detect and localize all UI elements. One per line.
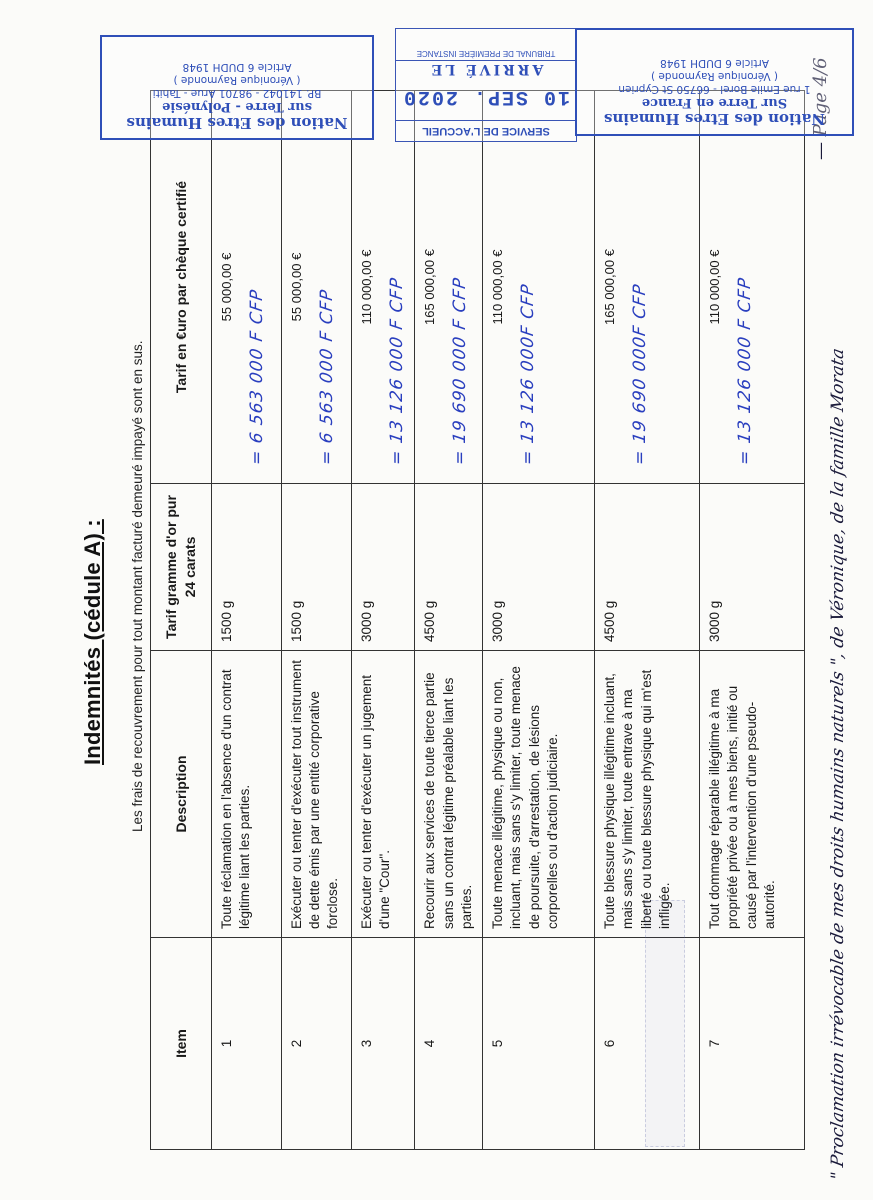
row-gold: 4500 g: [415, 484, 483, 651]
table-row: [352, 91, 415, 1150]
row-cfp-handwritten: = 13 126 000 F CFP: [386, 276, 407, 467]
stamp-tribunal: TRIBUNAL DE PREMIÈRE INSTANCE: [396, 49, 576, 61]
row-tarif: [352, 91, 415, 484]
row-description: Exécuter ou tenter d'exécuter tout instrument de dette émis par une entité corporative forclose.: [282, 651, 352, 938]
row-gold: 3000 g: [352, 484, 415, 651]
row-cfp-handwritten: = 19 690 000 F CFP: [450, 276, 471, 467]
row-description: Toute blessure physique illégitime incluant, mais sans s'y limiter, toute entrave à ma liberté ou toute blessure physique qui m'est infligée.: [595, 651, 700, 938]
row-euro: 55 000,00 €: [289, 252, 304, 322]
stamp-title: Nation des Etres Humains: [603, 110, 826, 128]
row-euro: 110 000,00 €: [490, 249, 506, 325]
stamp-service: SERVICE DE L'ACCUEIL: [396, 120, 576, 141]
header-description: Description: [151, 651, 212, 938]
row-gold: 4500 g: [595, 484, 700, 651]
stamp-france: [575, 28, 854, 136]
row-cfp-handwritten: = 6 563 000 F CFP: [246, 287, 267, 467]
page-subtitle: Les frais de recouvrement pour tout montant facturé demeuré impayé sont en sus.: [130, 340, 145, 832]
row-description: Toute réclamation en l'absence d'un contrat légitime liant les parties.: [212, 651, 282, 938]
row-gold: 3000 g: [700, 484, 805, 651]
stamp-address: BP. 141042 - 98701 Arue - Tahiti: [152, 87, 322, 99]
stamp-arrive: ARRIVÉ LE: [428, 61, 544, 77]
row-euro: 165 000,00 €: [602, 249, 618, 325]
header-item: Item: [151, 938, 212, 1150]
stamp-polynesie: [100, 35, 374, 140]
header-tarif: Tarif en €uro par chèque certifié: [151, 91, 212, 484]
row-cfp-handwritten: = 19 690 000F CFP: [629, 282, 650, 467]
row-euro: 55 000,00 €: [219, 252, 234, 322]
row-item: 3: [352, 938, 415, 1150]
row-item: 4: [415, 938, 483, 1150]
table-header-row: [151, 91, 212, 1150]
table-row: [700, 91, 805, 1150]
page-number: — Page 4/6: [810, 57, 831, 160]
table-row: [415, 91, 483, 1150]
row-item: 6: [595, 938, 700, 1150]
row-cfp-handwritten: = 13 126 000 F CFP: [734, 276, 755, 467]
row-gold: 1500 g: [212, 484, 282, 651]
row-euro: 110 000,00 €: [359, 249, 374, 325]
table-row: [212, 91, 282, 1150]
indemnities-table: [150, 90, 805, 1150]
row-item: 2: [282, 938, 352, 1150]
stamp-article: Article 6 DUDH 1948: [182, 60, 292, 73]
row-tarif: [700, 91, 805, 484]
table-row: [483, 91, 595, 1150]
stamp-reception: [395, 28, 577, 142]
stamp-article: Article 6 DUDH 1948: [660, 56, 769, 69]
header-gold: Tarif gramme d'or pur 24 carats: [151, 484, 212, 651]
row-gold: 3000 g: [483, 484, 595, 651]
stamp-address: 1 rue Emile Borel - 66750 St Cyprien: [618, 83, 811, 95]
row-euro: 110 000,00 €: [707, 249, 723, 325]
row-cfp-handwritten: = 13 126 000F CFP: [517, 282, 538, 467]
row-item: 7: [700, 938, 805, 1150]
row-item: 5: [483, 938, 595, 1150]
bleed-through-stamp: [645, 900, 685, 1147]
row-tarif: [212, 91, 282, 484]
stamp-subtitle: Sur Terre en France: [641, 95, 788, 110]
row-tarif: [483, 91, 595, 484]
row-description: Tout dommage réparable illégitime à ma propriété privée ou à mes biens, initié ou causé par l'intervention d'une pseudo-autorité.: [700, 651, 805, 938]
stamp-title: Nation des Etres Humains: [126, 114, 348, 132]
row-tarif: [415, 91, 483, 484]
row-description: Recourir aux services de toute tierce partie sans un contrat légitime préalable liant les parties.: [415, 651, 483, 938]
row-gold: 1500 g: [282, 484, 352, 651]
page-title: Indemnités (cédule A) :: [80, 519, 105, 765]
stamp-person: ( Véronique Raymonde ): [650, 69, 779, 82]
stamp-date: 10 SEP. 2020: [401, 85, 571, 108]
row-item: 1: [212, 938, 282, 1150]
row-description: Exécuter ou tenter d'exécuter un jugement d'une "Cour".: [352, 651, 415, 938]
handwritten-footer-note: " Proclamation irrévocable de mes droits humains naturels ", de Véronique, de la famille Morata: [828, 346, 848, 1182]
row-description: Toute menace illégitime, physique ou non, incluant, mais sans s'y limiter, toute menace de poursuite, d'arrestation, de lésions corporelles ou d'action judiciaire.: [483, 651, 595, 938]
row-euro: 165 000,00 €: [422, 249, 438, 325]
row-tarif: [595, 91, 700, 484]
stamp-subtitle: sur Terre - Polynésie: [162, 99, 312, 114]
row-tarif: [282, 91, 352, 484]
table-row: [282, 91, 352, 1150]
row-cfp-handwritten: = 6 563 000 F CFP: [316, 287, 337, 467]
stamp-person: ( Véronique Raymonde ): [173, 73, 301, 86]
